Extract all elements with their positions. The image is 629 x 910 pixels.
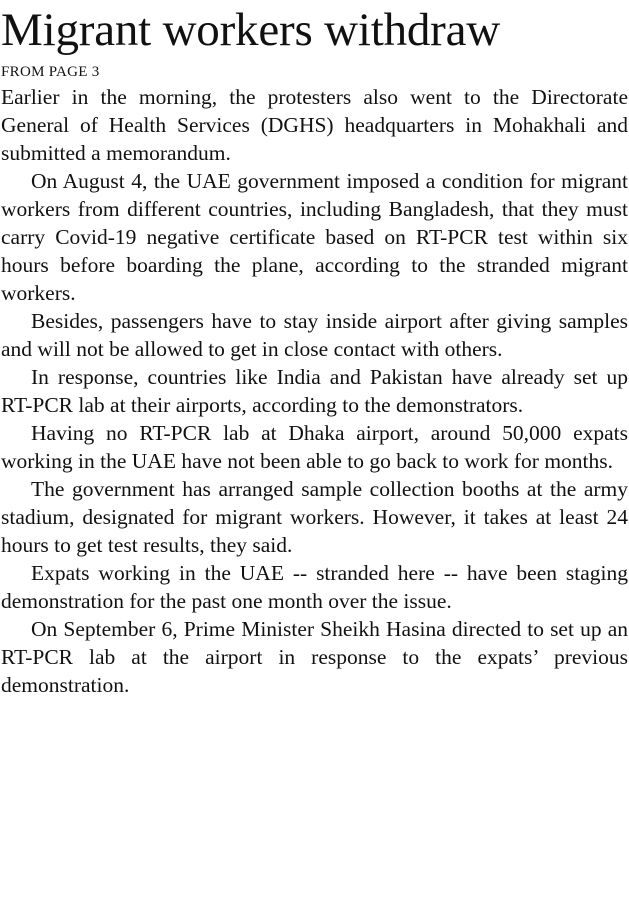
paragraph: Expats working in the UAE -- stranded here -- have been staging demonstration for the past one month over the issue. (1, 561, 628, 613)
headline: Migrant workers withdraw (1, 4, 501, 56)
paragraph: The government has arranged sample collection booths at the army stadium, designated for migrant workers. However, it takes at least 24 hours to get test results, they said. (1, 477, 628, 557)
paragraph: Earlier in the morning, the protesters also went to the Directorate General of Health Services (DGHS) headquarters in Mohakhali and submitted a memorandum. (1, 85, 628, 165)
news-article (0, 4, 629, 699)
article-body (1, 83, 628, 699)
paragraph: On August 4, the UAE government imposed a condition for migrant workers from different countries, including Bangladesh, that they must carry Covid-19 negative certificate based on RT-PCR test within six hours before boarding the plane, according to the stranded migrant workers. (1, 169, 628, 305)
paragraph: Having no RT-PCR lab at Dhaka airport, around 50,000 expats working in the UAE have not been able to go back to work for months. (1, 421, 628, 473)
jump-line: FROM PAGE 3 (1, 64, 100, 80)
paragraph: On September 6, Prime Minister Sheikh Hasina directed to set up an RT-PCR lab at the airport in response to the expats’ previous demonstration. (1, 617, 628, 697)
paragraph: Besides, passengers have to stay inside airport after giving samples and will not be allowed to get in close contact with others. (1, 309, 628, 361)
paragraph: In response, countries like India and Pakistan have already set up RT-PCR lab at their airports, according to the demonstrators. (1, 365, 628, 417)
